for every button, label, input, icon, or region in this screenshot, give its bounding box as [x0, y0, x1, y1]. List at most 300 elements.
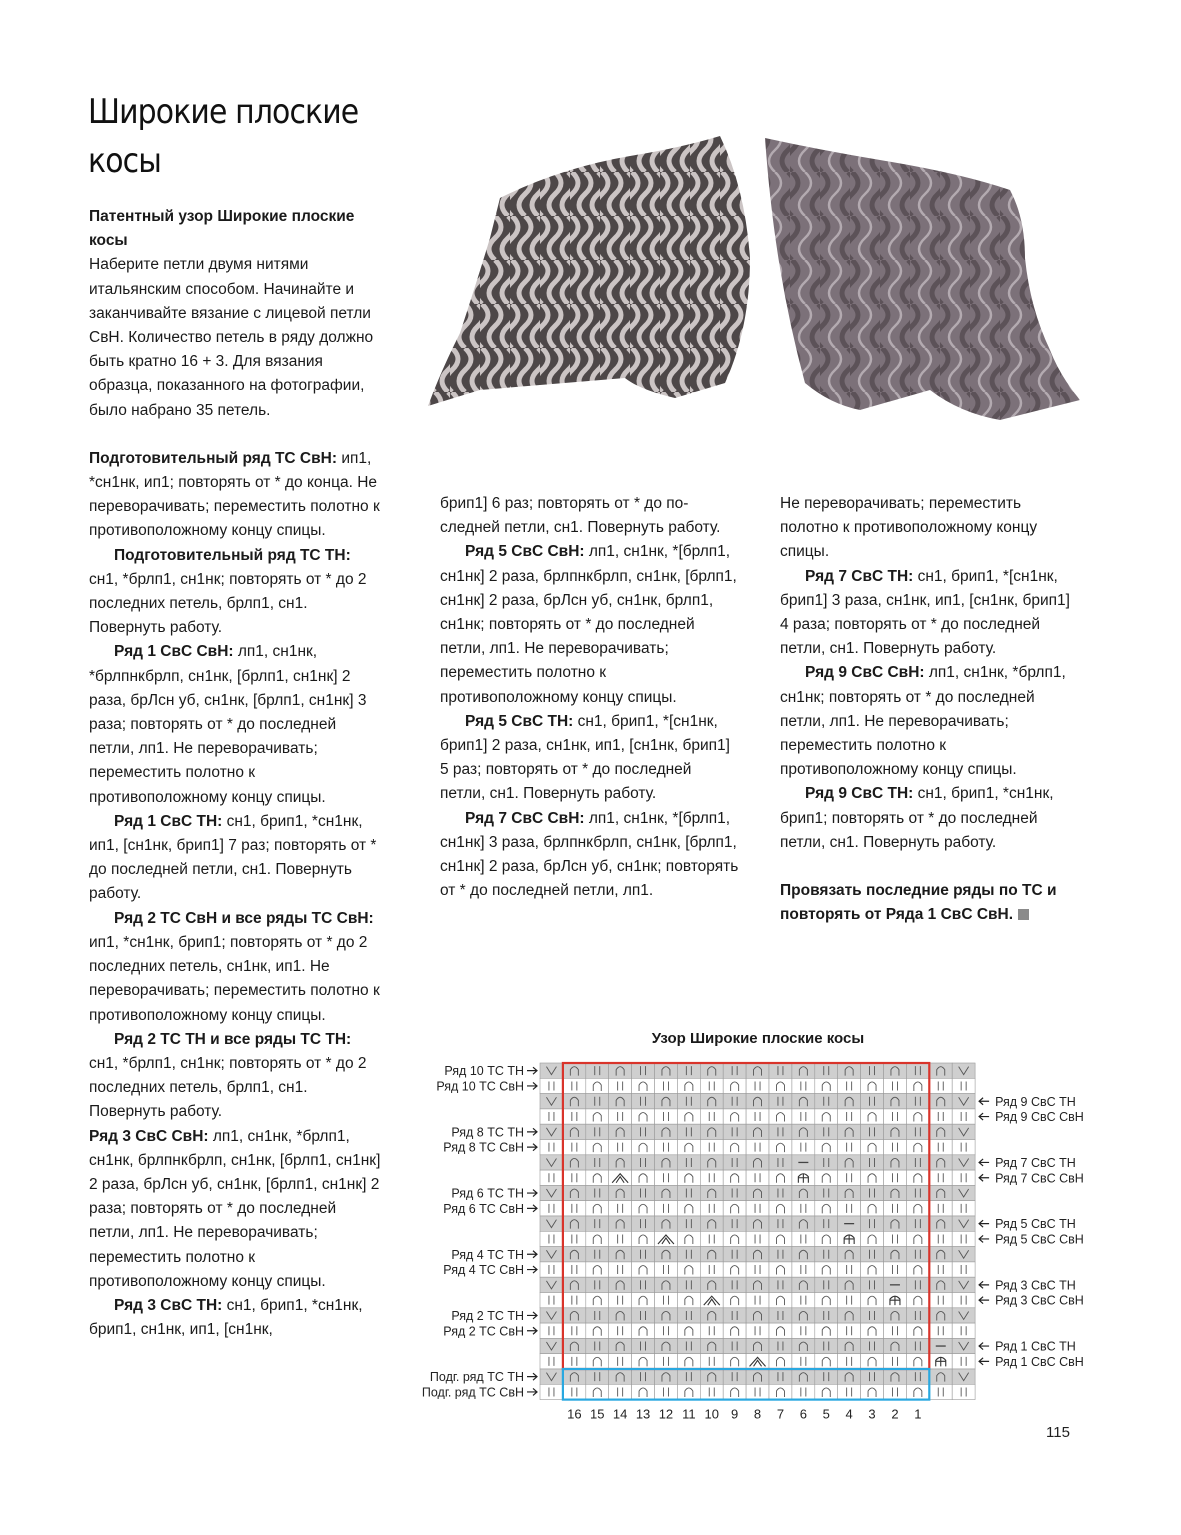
instruction-paragraph	[780, 661, 1080, 782]
chart-cell	[677, 1216, 700, 1231]
chart-cell	[723, 1384, 746, 1399]
chart-cell	[632, 1369, 655, 1384]
arrow-right-icon	[527, 1312, 537, 1319]
chart-cell	[861, 1293, 884, 1308]
chart-cell	[861, 1277, 884, 1292]
left-row-label: Ряд 4 ТС СвН	[443, 1263, 524, 1278]
chart-cell	[632, 1277, 655, 1292]
right-row-label: Ряд 3 СвС СвН	[995, 1293, 1084, 1308]
arrow-right-icon	[527, 1327, 537, 1334]
arrow-left-icon	[979, 1220, 989, 1227]
chart-cell	[838, 1063, 861, 1078]
right-row-label: Ряд 5 СвС ТН	[995, 1217, 1076, 1232]
chart-cell	[746, 1277, 769, 1292]
chart-cell	[952, 1323, 975, 1338]
chart-cell	[609, 1338, 632, 1353]
chart-cell	[952, 1170, 975, 1185]
right-row-label: Ряд 7 СвС СвН	[995, 1171, 1084, 1186]
chart-cell	[700, 1384, 723, 1399]
chart-cell	[952, 1124, 975, 1139]
chart-cell	[609, 1201, 632, 1216]
chart-cell	[677, 1277, 700, 1292]
chart-cell	[861, 1185, 884, 1200]
chart-cell	[861, 1231, 884, 1246]
instruction-paragraph	[440, 540, 740, 709]
arrow-right-icon	[527, 1388, 537, 1395]
chart-cell	[540, 1216, 563, 1231]
chart-cell	[792, 1247, 815, 1262]
chart-cell	[586, 1094, 609, 1109]
left-row-label: Ряд 8 ТС ТН	[451, 1125, 524, 1140]
chart-cell	[884, 1338, 907, 1353]
chart-cell	[540, 1094, 563, 1109]
chart-cell	[884, 1216, 907, 1231]
chart-cell	[929, 1262, 952, 1277]
chart-cell	[815, 1277, 838, 1292]
chart-cell	[838, 1277, 861, 1292]
chart-cell	[769, 1124, 792, 1139]
chart-cell	[700, 1063, 723, 1078]
chart-cell	[838, 1155, 861, 1170]
chart-cell	[906, 1308, 929, 1323]
chart-cell	[540, 1384, 563, 1399]
chart-cell	[769, 1247, 792, 1262]
chart-cell	[906, 1201, 929, 1216]
chart-cell	[609, 1078, 632, 1093]
row-text: сн1, брип1, *сн1нк, ип1, [сн1нк, брип1] 7 раз; повторять от * до последней петли, сн1. Повернуть работу.	[89, 812, 377, 903]
chart-cell	[884, 1109, 907, 1124]
chart-cell	[632, 1216, 655, 1231]
chart-cell	[655, 1354, 678, 1369]
arrow-right-icon	[527, 1205, 537, 1212]
chart-cell	[563, 1063, 586, 1078]
chart-cell	[540, 1247, 563, 1262]
chart-cell	[952, 1354, 975, 1369]
chart-cell	[655, 1170, 678, 1185]
chart-cell	[540, 1231, 563, 1246]
right-row-label: Ряд 1 СвС СвН	[995, 1354, 1084, 1369]
chart-cell	[723, 1293, 746, 1308]
left-row-label: Ряд 4 ТС ТН	[451, 1247, 524, 1262]
chart-cell	[563, 1216, 586, 1231]
chart-cell	[563, 1354, 586, 1369]
chart-cell	[563, 1323, 586, 1338]
chart-cell	[655, 1155, 678, 1170]
chart-cell	[952, 1369, 975, 1384]
chart-grid	[390, 1022, 1120, 1422]
column-number: 2	[891, 1406, 899, 1422]
chart-cell	[655, 1231, 678, 1246]
chart-cell	[723, 1063, 746, 1078]
chart-cell	[815, 1216, 838, 1231]
chart-cell	[792, 1109, 815, 1124]
chart-cell	[861, 1338, 884, 1353]
chart-cell	[929, 1231, 952, 1246]
chart-cell	[632, 1201, 655, 1216]
row-text: сн1, *брлп1, сн1нк; повторять от * до 2 последних петель, брлп1, сн1. Повернуть работу.	[89, 570, 367, 637]
chart-cell	[563, 1124, 586, 1139]
chart-cell	[655, 1384, 678, 1399]
chart-cell	[700, 1262, 723, 1277]
chart-cell	[586, 1277, 609, 1292]
chart-cell	[906, 1140, 929, 1155]
chart-cell	[884, 1308, 907, 1323]
chart-cell	[655, 1078, 678, 1093]
chart-cell	[769, 1155, 792, 1170]
chart-cell	[838, 1078, 861, 1093]
chart-cell	[769, 1094, 792, 1109]
chart-cell	[563, 1231, 586, 1246]
chart-cell	[815, 1170, 838, 1185]
chart-cell	[700, 1094, 723, 1109]
chart-cell	[929, 1155, 952, 1170]
row-heading: Патентный узор Широкие плоские косы	[89, 208, 355, 250]
column-number: 13	[635, 1406, 651, 1422]
chart-cell	[723, 1323, 746, 1338]
chart-cell	[655, 1369, 678, 1384]
chart-cell	[540, 1308, 563, 1323]
chart-cell	[655, 1201, 678, 1216]
chart-cell	[655, 1185, 678, 1200]
row-heading: Ряд 1 СвС СвН:	[114, 643, 234, 661]
chart-cell	[792, 1293, 815, 1308]
chart-cell	[861, 1170, 884, 1185]
chart-cell	[723, 1231, 746, 1246]
left-row-label: Ряд 6 ТС ТН	[451, 1186, 524, 1201]
chart-cell	[746, 1262, 769, 1277]
chart-cell	[769, 1140, 792, 1155]
chart-cell	[586, 1078, 609, 1093]
chart-cell	[677, 1140, 700, 1155]
chart-cell	[632, 1231, 655, 1246]
chart-cell	[906, 1185, 929, 1200]
row-text: Наберите петли двумя нитями итальянским способом. Начинайте и заканчивайте вязание с лицевой петли СвН. Количество петель в ряду должно быть кратно 16 + 3. Для вязания образца, показанного на фотографии, было набрано 35 петель.	[89, 256, 374, 419]
chart-cell	[929, 1369, 952, 1384]
chart-cell	[769, 1063, 792, 1078]
row-heading: Ряд 3 СвС СвН:	[89, 1127, 209, 1145]
chart-cell	[929, 1185, 952, 1200]
chart-cell	[723, 1354, 746, 1369]
chart-cell	[677, 1369, 700, 1384]
chart-title: Узор Широкие плоские косы	[651, 1030, 865, 1047]
chart-cell	[700, 1078, 723, 1093]
chart-cell	[540, 1201, 563, 1216]
instruction-paragraph	[89, 1294, 384, 1342]
chart-cell	[838, 1201, 861, 1216]
chart-cell	[929, 1216, 952, 1231]
chart-cell	[540, 1124, 563, 1139]
chart-cell	[861, 1262, 884, 1277]
chart-cell	[609, 1185, 632, 1200]
chart-cell	[906, 1094, 929, 1109]
chart-cell	[655, 1109, 678, 1124]
instruction-paragraph	[89, 447, 384, 544]
chart-cell	[884, 1094, 907, 1109]
right-row-label: Ряд 1 СвС ТН	[995, 1339, 1076, 1354]
chart-cell	[632, 1109, 655, 1124]
row-text: брип1] 6 раз; повторять от * до последней петли, сн1. Повернуть работу.	[440, 495, 721, 537]
chart-cell	[906, 1231, 929, 1246]
chart-cell	[586, 1216, 609, 1231]
chart-cell	[838, 1124, 861, 1139]
chart-cell	[586, 1369, 609, 1384]
chart-cell	[838, 1185, 861, 1200]
chart-cell	[632, 1308, 655, 1323]
chart-cell	[723, 1185, 746, 1200]
chart-cell	[792, 1384, 815, 1399]
chart-cell	[861, 1323, 884, 1338]
chart-cell	[838, 1384, 861, 1399]
chart-cell	[609, 1277, 632, 1292]
chart-cell	[952, 1216, 975, 1231]
right-row-label: Ряд 9 СвС СвН	[995, 1110, 1084, 1125]
chart-cell	[586, 1262, 609, 1277]
chart-cell	[723, 1338, 746, 1353]
instruction-paragraph	[89, 1125, 384, 1294]
instruction-paragraph	[780, 782, 1080, 855]
chart-cell	[677, 1323, 700, 1338]
chart-cell	[815, 1354, 838, 1369]
chart-cell	[700, 1231, 723, 1246]
arrow-left-icon	[979, 1358, 989, 1365]
chart-cell	[838, 1293, 861, 1308]
chart-cell	[746, 1354, 769, 1369]
chart-cell	[952, 1308, 975, 1323]
chart-cell	[677, 1384, 700, 1399]
column-number: 1	[914, 1406, 922, 1422]
chart-cell	[563, 1140, 586, 1155]
left-row-label: Ряд 6 ТС СвН	[443, 1201, 524, 1216]
chart-cell	[815, 1369, 838, 1384]
right-row-label: Ряд 7 СвС ТН	[995, 1155, 1076, 1170]
arrow-right-icon	[527, 1082, 537, 1089]
chart-cell	[884, 1155, 907, 1170]
chart-cell	[700, 1338, 723, 1353]
chart-cell	[677, 1094, 700, 1109]
chart-cell	[632, 1170, 655, 1185]
chart-cell	[792, 1231, 815, 1246]
chart-cell	[769, 1308, 792, 1323]
chart-cell	[815, 1078, 838, 1093]
chart-cell	[632, 1338, 655, 1353]
instruction-paragraph	[89, 640, 384, 809]
chart-cell	[929, 1293, 952, 1308]
column-number: 15	[590, 1406, 605, 1422]
chart-cell	[540, 1354, 563, 1369]
chart-cell	[929, 1063, 952, 1078]
row-heading: Ряд 5 СвС СвН:	[465, 543, 585, 561]
chart-cell	[746, 1109, 769, 1124]
chart-cell	[609, 1231, 632, 1246]
column-number: 16	[567, 1406, 582, 1422]
chart-cell	[906, 1124, 929, 1139]
chart-cell	[677, 1338, 700, 1353]
chart-cell	[700, 1323, 723, 1338]
arrow-left-icon	[979, 1235, 989, 1242]
chart-cell	[609, 1262, 632, 1277]
chart-cell	[540, 1170, 563, 1185]
chart-cell	[563, 1308, 586, 1323]
chart-cell	[952, 1155, 975, 1170]
arrow-left-icon	[979, 1297, 989, 1304]
chart-cell	[563, 1369, 586, 1384]
chart-cell	[677, 1293, 700, 1308]
chart-cell	[540, 1185, 563, 1200]
chart-cell	[586, 1170, 609, 1185]
instructions-column-2	[440, 492, 740, 903]
chart-cell	[723, 1369, 746, 1384]
chart-cell	[815, 1338, 838, 1353]
chart-cell	[609, 1094, 632, 1109]
row-text: сн1, брип1, *[сн1нк, брип1] 3 раза, сн1нк, ип1, [сн1нк, брип1] 4 раза; повторять от * до последней петли, сн1. Повернуть работу.	[780, 567, 1070, 658]
right-row-label: Ряд 3 СвС ТН	[995, 1278, 1076, 1293]
chart-cell	[929, 1308, 952, 1323]
chart-cell	[746, 1247, 769, 1262]
chart-cell	[723, 1201, 746, 1216]
chart-cell	[838, 1170, 861, 1185]
chart-cell	[746, 1155, 769, 1170]
chart-cell	[906, 1247, 929, 1262]
chart-cell	[563, 1094, 586, 1109]
chart-cell	[884, 1201, 907, 1216]
chart-cell	[586, 1308, 609, 1323]
chart-cell	[815, 1323, 838, 1338]
chart-cell	[677, 1185, 700, 1200]
chart-cell	[929, 1247, 952, 1262]
chart-cell	[838, 1308, 861, 1323]
instruction-paragraph	[440, 807, 740, 904]
chart-cell	[769, 1078, 792, 1093]
chart-cell	[906, 1109, 929, 1124]
arrow-right-icon	[527, 1067, 537, 1074]
chart-cell	[769, 1323, 792, 1338]
chart-cell	[700, 1247, 723, 1262]
chart-cell	[677, 1078, 700, 1093]
chart-cell	[815, 1140, 838, 1155]
chart-cell	[861, 1369, 884, 1384]
chart-cell	[586, 1384, 609, 1399]
chart-cell	[540, 1323, 563, 1338]
chart-cell	[769, 1185, 792, 1200]
chart-cell	[700, 1308, 723, 1323]
chart-cell	[586, 1201, 609, 1216]
chart-cell	[906, 1323, 929, 1338]
row-heading: Ряд 1 СвС ТН:	[114, 812, 223, 830]
chart-cell	[746, 1201, 769, 1216]
chart-cell	[792, 1201, 815, 1216]
row-text: лп1, сн1нк, *брлп1, сн1нк; повторять от * до последней петли, лп1. Не переворачивать; переместить полотно к противоположному концу спицы.	[780, 664, 1066, 779]
chart-cell	[540, 1109, 563, 1124]
chart-cell	[609, 1384, 632, 1399]
chart-cell	[586, 1155, 609, 1170]
chart-cell	[632, 1124, 655, 1139]
chart-cell	[952, 1384, 975, 1399]
chart-cell	[861, 1124, 884, 1139]
instructions-column-1	[89, 205, 384, 1342]
row-text: сн1, брип1, *[сн1нк, брип1] 2 раза, сн1нк, ип1, [сн1нк, брип1] 5 раз; повторять от * до последней петли, сн1. Повернуть работу.	[440, 712, 730, 803]
chart-cell	[609, 1124, 632, 1139]
chart-cell	[746, 1094, 769, 1109]
chart-cell	[929, 1078, 952, 1093]
chart-cell	[952, 1262, 975, 1277]
chart-cell	[563, 1277, 586, 1292]
chart-cell	[884, 1384, 907, 1399]
chart-cell	[769, 1109, 792, 1124]
chart-cell	[952, 1185, 975, 1200]
chart-cell	[632, 1247, 655, 1262]
chart-cell	[792, 1262, 815, 1277]
chart-cell	[677, 1308, 700, 1323]
chart-cell	[884, 1247, 907, 1262]
chart-cell	[609, 1155, 632, 1170]
chart-cell	[655, 1293, 678, 1308]
chart-cell	[861, 1094, 884, 1109]
chart-cell	[769, 1231, 792, 1246]
chart-cell	[906, 1216, 929, 1231]
arrow-left-icon	[979, 1159, 989, 1166]
arrow-left-icon	[979, 1098, 989, 1105]
chart-cell	[815, 1247, 838, 1262]
chart-cell	[723, 1247, 746, 1262]
chart-cell	[677, 1231, 700, 1246]
chart-cell	[746, 1384, 769, 1399]
chart-cell	[769, 1216, 792, 1231]
chart-cell	[906, 1262, 929, 1277]
chart-cell	[746, 1078, 769, 1093]
chart-cell	[586, 1323, 609, 1338]
chart-cell	[632, 1078, 655, 1093]
chart-cell	[586, 1185, 609, 1200]
chart-cell	[952, 1247, 975, 1262]
swatch-photo-light	[420, 128, 760, 428]
chart-cell	[563, 1170, 586, 1185]
instruction-paragraph	[89, 810, 384, 907]
chart-cell	[815, 1185, 838, 1200]
row-text: лп1, сн1нк, *брлп1, сн1нк, брлпнкбрлп, сн1нк, [брлп1, сн1нк] 2 раза, брЛсн уб, сн1нк, [брлп1, сн1нк] 2 раза; повторять от * до последней петли, лп1. Не переворачивать; переместить полотно к противоположному концу спицы.	[89, 1127, 381, 1290]
chart-cell	[563, 1293, 586, 1308]
chart-cell	[632, 1140, 655, 1155]
row-text: лп1, сн1нк, *брлпнкбрлп, сн1нк, [брлп1, сн1нк] 2 раза, брЛсн уб, сн1нк, [брлп1, сн1нк] 3 раза; повторять от * до последней петли, лп1. Не переворачивать; переместить полотно к противоположному концу спицы.	[89, 643, 367, 806]
chart-cell	[746, 1063, 769, 1078]
chart-cell	[792, 1216, 815, 1231]
column-number: 3	[868, 1406, 876, 1422]
chart-cell	[884, 1354, 907, 1369]
row-heading: Подготовительный ряд ТС СвН:	[89, 449, 338, 467]
chart-cell	[723, 1109, 746, 1124]
swatch-photo-dark	[760, 128, 1100, 428]
chart-cell	[769, 1354, 792, 1369]
chart-cell	[746, 1338, 769, 1353]
chart-cell	[861, 1063, 884, 1078]
chart-cell	[723, 1308, 746, 1323]
chart-cell	[700, 1140, 723, 1155]
chart-cell	[609, 1308, 632, 1323]
chart-cell	[609, 1247, 632, 1262]
end-square-icon	[1018, 909, 1029, 920]
chart-cell	[609, 1369, 632, 1384]
chart-cell	[632, 1262, 655, 1277]
chart-cell	[677, 1354, 700, 1369]
instruction-paragraph	[780, 565, 1080, 662]
chart-cell	[632, 1185, 655, 1200]
row-heading: Подготовительный ряд ТС ТН:	[114, 546, 351, 564]
chart-cell	[563, 1201, 586, 1216]
chart-cell	[906, 1170, 929, 1185]
row-heading: Провязать последние ряды по ТС и повторять от Ряда 1 СвС СвН.	[780, 882, 1057, 924]
chart-cell	[906, 1155, 929, 1170]
row-heading: Ряд 2 ТС СвН и все ряды ТС СвН:	[114, 909, 374, 927]
chart-cell	[700, 1185, 723, 1200]
